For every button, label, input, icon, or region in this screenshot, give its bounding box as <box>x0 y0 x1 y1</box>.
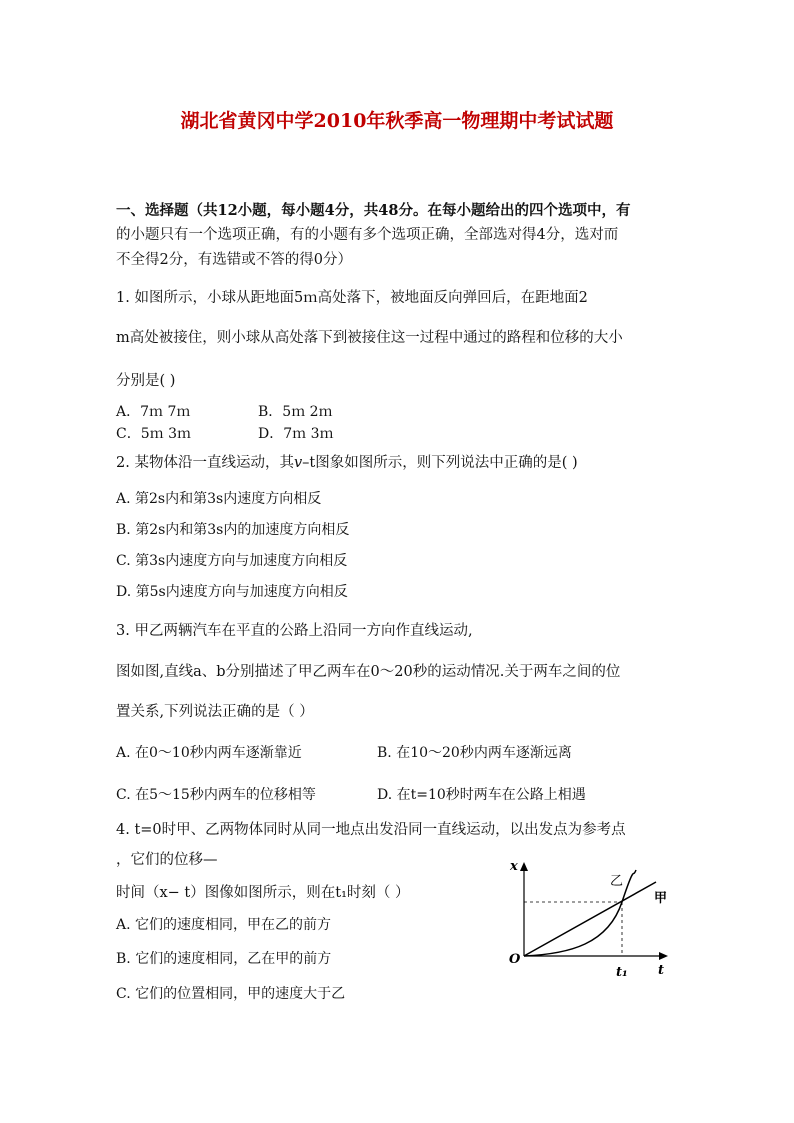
q2-stem-after: –t图象如图所示，则下列说法中正确的是( ) <box>302 455 578 471</box>
q3-option-c: C. 在5～15秒内两车的位移相等 <box>116 787 316 803</box>
q2-option-d: D. 第5s内速度方向与加速度方向相反 <box>116 584 348 600</box>
q2-option-a: A. 第2s内和第3s内速度方向相反 <box>116 491 322 507</box>
q1-option-d: D．7ｍ 3ｍ <box>258 426 334 442</box>
q1-option-c: C．5ｍ 3ｍ <box>116 426 191 442</box>
label-jia: 甲 <box>654 891 668 906</box>
q1-stem-line: m高处被接住，则小球从高处落下到被接住这一过程中通过的路程和位移的大小 <box>116 330 623 346</box>
q2-stem-before: 2. 某物体沿一直线运动，其 <box>116 455 294 471</box>
q1-stem-line: 1. 如图所示，小球从距地面5ｍ高处落下，被地面反向弹回后，在距地面2 <box>116 290 588 306</box>
q4-stem-line: 4. t=0时甲、乙两物体同时从同一地点出发沿同一直线运动，以出发点为参考点 <box>116 822 626 838</box>
x-axis-arrow <box>520 862 528 871</box>
q3-option-b: B. 在10～20秒内两车逐渐远离 <box>377 745 572 761</box>
origin-label: O <box>509 952 521 967</box>
q3-stem-line: 图如图,直线a、b分别描述了甲乙两车在0～20秒的运动情况.关于两车之间的位 <box>116 664 621 680</box>
t-axis-arrow <box>659 952 668 960</box>
t1-tick-label: t₁ <box>616 965 628 980</box>
page-title: 湖北省黄冈中学2010年秋季高一物理期中考试试题 <box>180 110 614 132</box>
section-heading-line: 不全得2分，有选错或不答的得0分） <box>116 252 352 268</box>
q4-option-c: C. 它们的位置相同，甲的速度大于乙 <box>116 986 346 1002</box>
q4-option-a: A. 它们的速度相同，甲在乙的前方 <box>116 917 332 933</box>
q3-option-a: A. 在0～10秒内两车逐渐靠近 <box>116 745 302 761</box>
x-axis-label: x <box>510 859 518 874</box>
q1-option-a: A．7ｍ 7ｍ <box>116 404 191 420</box>
q3-option-d: D. 在t=10秒时两车在公路上相遇 <box>377 787 586 803</box>
q1-option-b: B．5ｍ 2ｍ <box>258 404 333 420</box>
q2-stem <box>116 451 578 472</box>
section-heading-line: 的小题只有一个选项正确，有的小题有多个选项正确，全部选对得4分，选对而 <box>116 227 619 243</box>
q2-option-c: C. 第3s内速度方向与加速度方向相反 <box>116 553 348 569</box>
xt-graph <box>500 852 680 980</box>
q3-stem-line: 3. 甲乙两辆汽车在平直的公路上沿同一方向作直线运动, <box>116 623 473 639</box>
q2-option-b: B. 第2s内和第3s内的加速度方向相反 <box>116 522 350 538</box>
q4-option-b: B. 它们的速度相同，乙在甲的前方 <box>116 951 332 967</box>
section-heading-line: 一、选择题（共12小题，每小题4分，共48分。在每小题给出的四个选项中，有 <box>116 202 631 219</box>
q3-stem-line: 置关系,下列说法正确的是（ ） <box>116 704 314 720</box>
q4-stem-line: 时间（x− t）图像如图所示，则在t₁时刻（ ） <box>116 885 410 901</box>
line-jia <box>524 882 656 956</box>
t-axis-label: t <box>658 963 665 978</box>
q1-stem-line: 分别是( ) <box>116 373 176 389</box>
q2-stem-variable: v <box>293 455 303 471</box>
label-yi: 乙 <box>610 874 624 889</box>
q4-stem-line: ，它们的位移— <box>116 852 218 868</box>
